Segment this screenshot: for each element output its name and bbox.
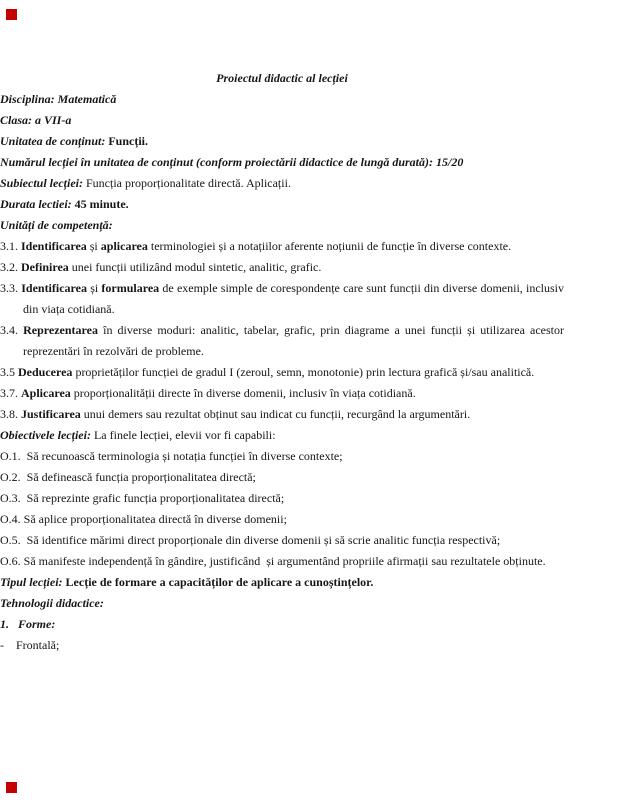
didactic-technologies-heading xyxy=(0,593,564,614)
objective-o4 xyxy=(0,509,564,530)
objective-o4-text: O.4. Să aplice proporționalitatea directă în diverse domenii; xyxy=(0,512,287,526)
objective-o6 xyxy=(0,551,564,572)
lesson-number-line xyxy=(0,152,564,173)
competence-3-3-text: formularea xyxy=(101,281,160,295)
competence-3-8 xyxy=(0,404,564,425)
competence-3-7-text: 3.7. xyxy=(0,386,21,400)
competence-3-7 xyxy=(0,383,564,404)
lesson-number-line-text: Numărul lecției în unitatea de conținut (conform proiectării didactice de lungă durată): 15/20 xyxy=(0,155,464,169)
competence-3-2 xyxy=(0,257,564,278)
competence-3-1 xyxy=(0,236,564,257)
competence-3-8-text: 3.8. xyxy=(0,407,21,421)
competence-3-8-text: unui demers sau rezultat obținut sau indicat cu funcții, recurgând la argumentări. xyxy=(80,407,471,421)
objective-o3-text: O.3. Să reprezinte grafic funcția proporționalitatea directă; xyxy=(0,491,285,505)
content-unit-line xyxy=(0,131,564,152)
objective-o6-text: O.6. Să manifeste independență în gândire, justificând și argumentând propriile afirmații sau rezultatele obținute. xyxy=(0,554,546,568)
competence-units-heading-text: Unități de competență: xyxy=(0,218,113,232)
objective-o3 xyxy=(0,488,564,509)
forms-item xyxy=(0,614,564,635)
competence-3-5-text: Deducerea xyxy=(18,365,73,379)
frontal-item-text: - Frontală; xyxy=(0,638,60,652)
competence-units-heading xyxy=(0,215,564,236)
objective-o5 xyxy=(0,530,564,551)
red-marker-top-left xyxy=(6,9,17,20)
competence-3-5-text: 3.5 xyxy=(0,365,18,379)
competence-3-7-text: Aplicarea xyxy=(21,386,71,400)
objective-o2-text: O.2. Să definească funcția proporționalitatea directă; xyxy=(0,470,256,484)
competence-3-3-text: și xyxy=(86,281,102,295)
objective-o1 xyxy=(0,446,564,467)
competence-3-5 xyxy=(0,362,564,383)
competence-3-2-text: Definirea xyxy=(21,260,69,274)
competence-3-7-text: proporționalității directe în diverse domenii, inclusiv în viața cotidiană. xyxy=(70,386,416,400)
objectives-heading-text: Obiectivele lecției: xyxy=(0,428,91,442)
competence-3-3-text: de exemple simple de corespondențe care sunt funcții din diverse domenii, inclusiv din viața cotidiană. xyxy=(23,281,567,316)
competence-3-5-text: proprietăților funcției de gradul I (zeroul, semn, monotonie) prin lectura grafică și/sau analitică. xyxy=(72,365,535,379)
class-line xyxy=(0,110,564,131)
competence-3-1-text: aplicarea xyxy=(100,239,148,253)
objective-o1-text: O.1. Să recunoască terminologia și notația funcției în diverse contexte; xyxy=(0,449,343,463)
content-unit-line-text: Unitatea de conținut: xyxy=(0,134,106,148)
competence-3-4-text: Reprezentarea xyxy=(23,323,98,337)
class-line-text: Clasa: a VII-a xyxy=(0,113,72,127)
competence-3-1-text: și xyxy=(86,239,101,253)
lesson-type-line xyxy=(0,572,564,593)
objectives-heading xyxy=(0,425,564,446)
competence-3-1-text: 3.1. xyxy=(0,239,21,253)
objectives-heading-text: La finele lecției, elevii vor fi capabili: xyxy=(90,428,276,442)
lesson-duration-line-text: Durata lectiei: xyxy=(0,197,72,211)
forms-item-text: 1. Forme: xyxy=(0,617,56,631)
didactic-technologies-heading-text: Tehnologii didactice: xyxy=(0,596,104,610)
competence-3-3-text: 3.3. xyxy=(0,281,22,295)
doc-title-text: Proiectul didactic al lecției xyxy=(216,71,348,85)
objective-o5-text: O.5. Să identifice mărimi direct proporționale din diverse domenii și să scrie analitic funcția respectivă; xyxy=(0,533,501,547)
discipline-line xyxy=(0,89,564,110)
lesson-type-line-text: Lecție de formare a capacităților de aplicare a cunoștințelor. xyxy=(62,575,374,589)
content-unit-line-text: Funcții. xyxy=(105,134,149,148)
frontal-item xyxy=(0,635,564,656)
competence-3-3 xyxy=(0,278,567,320)
competence-3-8-text: Justificarea xyxy=(21,407,81,421)
lesson-subject-line-text: Funcția proporționalitate directă. Aplicații. xyxy=(83,176,291,190)
competence-3-2-text: 3.2. xyxy=(0,260,21,274)
discipline-line-text: Disciplina: Matematică xyxy=(0,92,117,106)
competence-3-4-text: 3.4. xyxy=(0,323,24,337)
competence-3-4-text: în diverse moduri: analitic, tabelar, grafic, prin diagrame a unei funcții și utilizarea acestor reprezentări în rezolvări de probleme. xyxy=(23,323,568,358)
lesson-duration-line xyxy=(0,194,564,215)
competence-3-4 xyxy=(0,320,568,362)
lesson-subject-line-text: Subiectul lecției: xyxy=(0,176,83,190)
lesson-subject-line xyxy=(0,173,564,194)
document-content xyxy=(0,68,618,656)
lesson-type-line-text: Tipul lecției: xyxy=(0,575,63,589)
doc-title xyxy=(0,68,564,89)
competence-3-2-text: unei funcții utilizând modul sintetic, analitic, grafic. xyxy=(68,260,322,274)
lesson-duration-line-text: 45 minute. xyxy=(71,197,129,211)
objective-o2 xyxy=(0,467,564,488)
competence-3-1-text: terminologiei și a notațiilor aferente noțiunii de funcție în diverse contexte. xyxy=(147,239,512,253)
competence-3-1-text: Identificarea xyxy=(21,239,87,253)
competence-3-3-text: Identificarea xyxy=(21,281,87,295)
red-marker-bottom-left xyxy=(6,782,17,793)
